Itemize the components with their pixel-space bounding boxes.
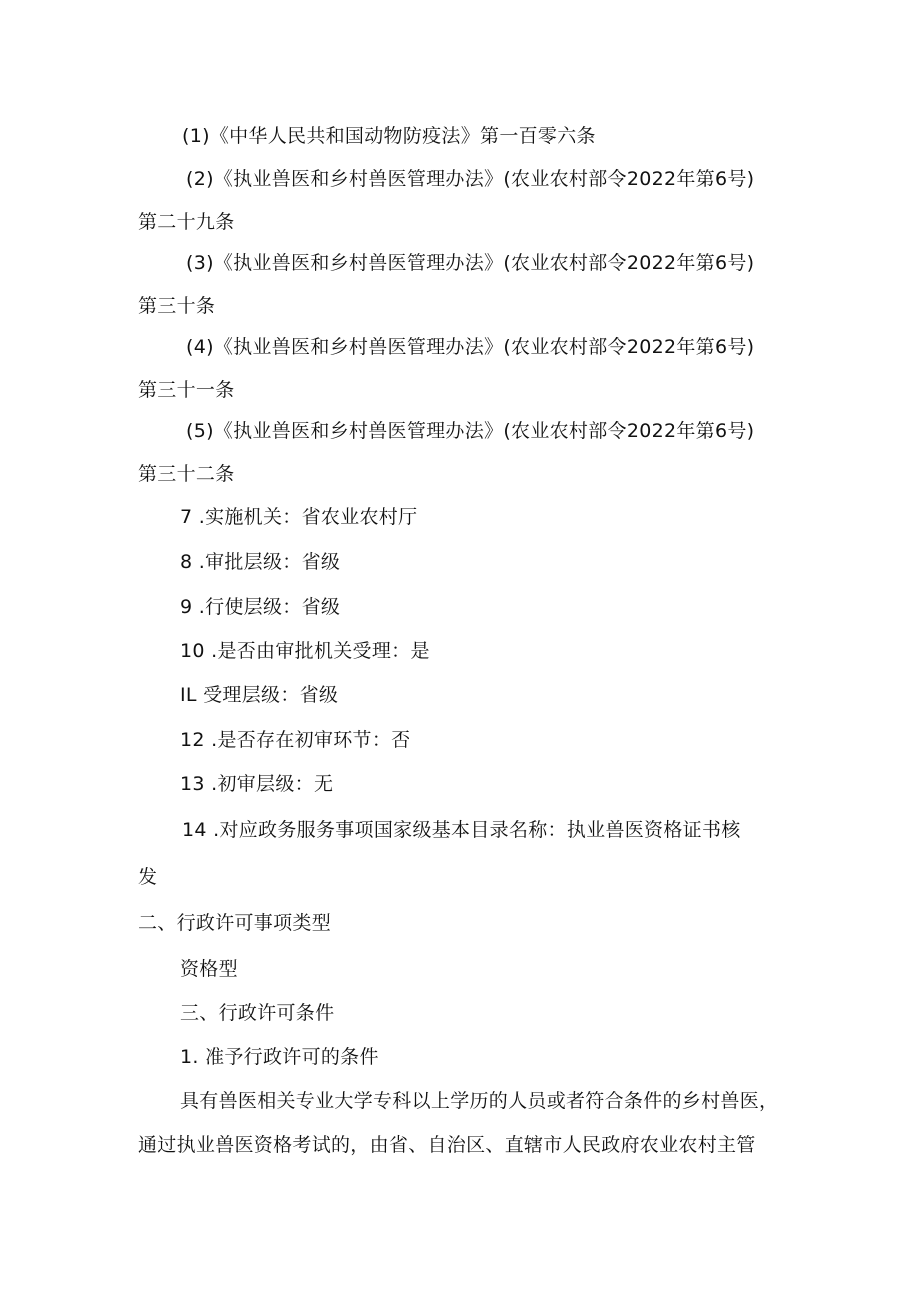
item-exercise-level: 9 .行使层级：省级	[180, 596, 341, 618]
item-implementing-agency: 7 .实施机关：省农业农村厅	[180, 506, 418, 528]
item-approval-level: 8 .审批层级：省级	[180, 551, 341, 573]
item-preliminary-review: 12 .是否存在初审环节：否	[180, 729, 411, 751]
conditions-paragraph-line-2: 通过执业兽医资格考试的，由省、自治区、直辖市人民政府农业农村主管	[138, 1134, 756, 1156]
legal-basis-3: (3)《执业兽医和乡村兽医管理办法》(农业农村部令2022年第6号)	[186, 252, 755, 274]
legal-basis-4: (4)《执业兽医和乡村兽医管理办法》(农业农村部令2022年第6号)	[186, 336, 755, 358]
legal-basis-4-article: 第三十一条	[138, 379, 235, 401]
section-type-value: 资格型	[180, 958, 238, 980]
legal-basis-3-article: 第三十条	[138, 295, 216, 317]
legal-basis-5: (5)《执业兽医和乡村兽医管理办法》(农业农村部令2022年第6号)	[186, 420, 755, 442]
item-accepted-by-approver: 10 .是否由审批机关受理：是	[180, 640, 430, 662]
item-preliminary-review-level: 13 .初审层级：无	[180, 773, 334, 795]
conditions-paragraph-line-1: 具有兽医相关专业大学专科以上学历的人员或者符合条件的乡村兽医，	[180, 1090, 779, 1112]
item-catalog-name: 14 .对应政务服务事项国家级基本目录名称：执业兽医资格证书核	[182, 819, 741, 841]
section-heading-conditions: 三、行政许可条件	[180, 1002, 335, 1024]
legal-basis-2: (2)《执业兽医和乡村兽医管理办法》(农业农村部令2022年第6号)	[186, 168, 755, 190]
legal-basis-1: (1)《中华人民共和国动物防疫法》第一百零六条	[182, 125, 596, 147]
item-catalog-name-cont: 发	[138, 866, 158, 888]
legal-basis-5-article: 第三十二条	[138, 463, 235, 485]
legal-basis-2-article: 第二十九条	[138, 211, 235, 233]
section-heading-type: 二、行政许可事项类型	[138, 912, 332, 934]
subsection-heading-conditions: 1. 准予行政许可的条件	[180, 1046, 379, 1068]
item-acceptance-level: IL 受理层级：省级	[180, 684, 339, 706]
